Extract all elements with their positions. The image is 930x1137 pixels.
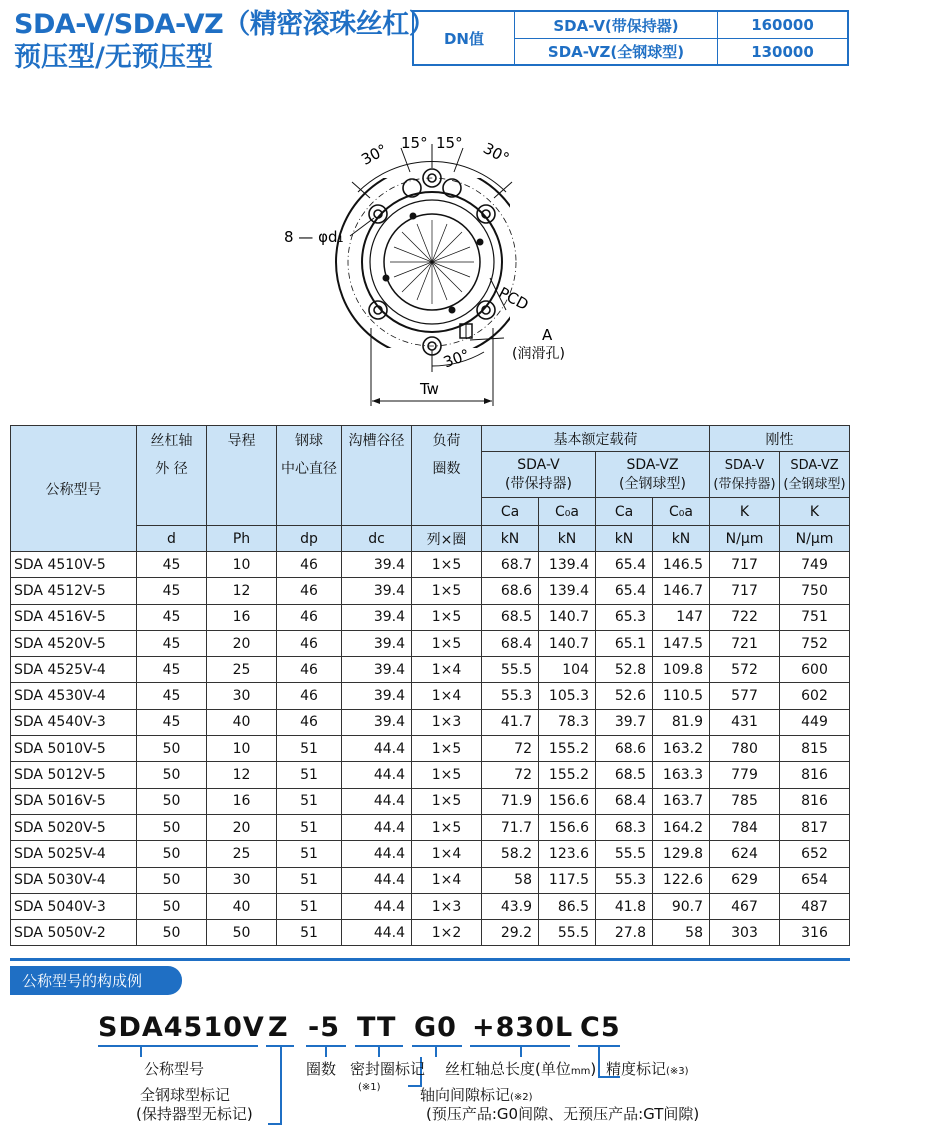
value-cell: 68.5 [482, 604, 539, 630]
value-cell: 68.6 [482, 578, 539, 604]
value-cell: 50 [137, 841, 207, 867]
value-cell: 449 [780, 709, 850, 735]
value-cell: 55.5 [539, 920, 596, 946]
spec-table-body [11, 552, 850, 946]
value-cell: 71.9 [482, 788, 539, 814]
value-cell: 50 [137, 893, 207, 919]
table-row [11, 604, 850, 630]
value-cell: 652 [780, 841, 850, 867]
note-cage-none: (保持器型无标记) [136, 1105, 253, 1123]
note-length: 丝杠轴总长度(单位mm) [445, 1060, 597, 1078]
value-cell: 139.4 [539, 578, 596, 604]
value-cell: 86.5 [539, 893, 596, 919]
value-cell: 717 [710, 552, 780, 578]
value-cell: 68.5 [596, 762, 653, 788]
header-unit-1: N/μm [710, 526, 780, 552]
value-cell: 1×5 [412, 578, 482, 604]
value-cell: 105.3 [539, 683, 596, 709]
value-cell: 16 [207, 788, 277, 814]
table-row [11, 578, 850, 604]
ball-nut-flange-drawing [270, 128, 600, 408]
model-cell: SDA 5012V-5 [11, 762, 137, 788]
value-cell: 40 [207, 893, 277, 919]
model-cell: SDA 5040V-3 [11, 893, 137, 919]
value-cell: 50 [137, 736, 207, 762]
header-ca-vz: Ca [596, 498, 653, 526]
value-cell: 1×4 [412, 841, 482, 867]
header-groove: 沟槽谷径 [342, 426, 412, 526]
header-k-v: K [710, 498, 780, 526]
model-cell: SDA 5010V-5 [11, 736, 137, 762]
value-cell: 50 [137, 867, 207, 893]
value-cell: 1×5 [412, 552, 482, 578]
value-cell: 58 [482, 867, 539, 893]
value-cell: 1×3 [412, 893, 482, 919]
value-cell: 46 [277, 578, 342, 604]
value-cell: 487 [780, 893, 850, 919]
header-ball-dia: 钢球 中心直径 [277, 426, 342, 526]
value-cell: 156.6 [539, 788, 596, 814]
table-row [11, 788, 850, 814]
table-row [11, 683, 850, 709]
value-cell: 1×5 [412, 762, 482, 788]
value-cell: 20 [207, 630, 277, 656]
value-cell: 44.4 [342, 893, 412, 919]
value-cell: 163.7 [653, 788, 710, 814]
value-cell: 55.5 [482, 657, 539, 683]
value-cell: 81.9 [653, 709, 710, 735]
value-cell: 139.4 [539, 552, 596, 578]
value-cell: 58 [653, 920, 710, 946]
value-cell: 12 [207, 578, 277, 604]
lube-label: A [542, 326, 553, 344]
pcd-label: PCD [495, 283, 532, 315]
header-sda-vz: SDA-VZ (全钢球型) [596, 452, 710, 498]
value-cell: 50 [137, 814, 207, 840]
header-shaft: 丝杠轴 外 径 [137, 426, 207, 526]
table-row [11, 841, 850, 867]
value-cell: 629 [710, 867, 780, 893]
value-cell: 45 [137, 604, 207, 630]
value-cell: 147 [653, 604, 710, 630]
value-cell: 164.2 [653, 814, 710, 840]
lube-note: (润滑孔) [512, 346, 565, 362]
angle-15-right: 15° [436, 134, 463, 152]
dn-value-vz: 130000 [751, 42, 814, 61]
value-cell: 1×4 [412, 867, 482, 893]
value-cell: 129.8 [653, 841, 710, 867]
model-cell: SDA 4510V-5 [11, 552, 137, 578]
value-cell: 122.6 [653, 867, 710, 893]
table-row [11, 736, 850, 762]
value-cell: 39.4 [342, 552, 412, 578]
header-lead-sym: Ph [207, 526, 277, 552]
value-cell: 65.4 [596, 552, 653, 578]
note-grade: 精度标记(※3) [606, 1060, 689, 1078]
table-row [11, 920, 850, 946]
value-cell: 1×5 [412, 604, 482, 630]
header-shaft-sym: d [137, 526, 207, 552]
header-c0a-v: C₀a [539, 498, 596, 526]
value-cell: 577 [710, 683, 780, 709]
angle-30-left: 30° [358, 140, 391, 169]
tw-label: Tw [420, 380, 439, 398]
value-cell: 68.7 [482, 552, 539, 578]
value-cell: 624 [710, 841, 780, 867]
model-cell: SDA 5020V-5 [11, 814, 137, 840]
dn-value-v: 160000 [751, 16, 814, 34]
value-cell: 163.2 [653, 736, 710, 762]
model-cell: SDA 4520V-5 [11, 630, 137, 656]
value-cell: 39.4 [342, 630, 412, 656]
model-cell: SDA 5025V-4 [11, 841, 137, 867]
header-sda-v: SDA-V (带保持器) [482, 452, 596, 498]
page-title [14, 8, 435, 74]
value-cell: 749 [780, 552, 850, 578]
value-cell: 46 [277, 683, 342, 709]
value-cell: 39.4 [342, 604, 412, 630]
code-base: SDA4510V [98, 1012, 265, 1043]
value-cell: 51 [277, 893, 342, 919]
value-cell: 816 [780, 788, 850, 814]
value-cell: 50 [207, 920, 277, 946]
value-cell: 815 [780, 736, 850, 762]
value-cell: 780 [710, 736, 780, 762]
holes-callout: 8 — φd₁ [284, 228, 344, 246]
header-ball-sym: dp [277, 526, 342, 552]
note-full-ball: 全钢球型标记 [140, 1086, 231, 1104]
value-cell: 51 [277, 736, 342, 762]
value-cell: 147.5 [653, 630, 710, 656]
value-cell: 750 [780, 578, 850, 604]
value-cell: 27.8 [596, 920, 653, 946]
value-cell: 41.7 [482, 709, 539, 735]
value-cell: 146.5 [653, 552, 710, 578]
value-cell: 55.3 [482, 683, 539, 709]
value-cell: 46 [277, 630, 342, 656]
header-groove-sym: dc [342, 526, 412, 552]
value-cell: 1×4 [412, 657, 482, 683]
value-cell: 316 [780, 920, 850, 946]
dn-label: DN值 [443, 29, 484, 48]
value-cell: 68.3 [596, 814, 653, 840]
value-cell: 467 [710, 893, 780, 919]
value-cell: 25 [207, 657, 277, 683]
table-row [11, 893, 850, 919]
value-cell: 303 [710, 920, 780, 946]
value-cell: 51 [277, 841, 342, 867]
code-circuits: -5 [308, 1012, 340, 1043]
table-row [11, 630, 850, 656]
table-row [11, 814, 850, 840]
shaft-center-lines [390, 220, 474, 304]
table-row [11, 709, 850, 735]
value-cell: 146.7 [653, 578, 710, 604]
note-model: 公称型号 [144, 1060, 205, 1078]
value-cell: 44.4 [342, 814, 412, 840]
value-cell: 44.4 [342, 867, 412, 893]
header-rated-load: 基本额定载荷 [482, 426, 710, 452]
angle-30-bottom: 30° [440, 345, 473, 372]
value-cell: 68.4 [596, 788, 653, 814]
header-stiffness: 刚性 [710, 426, 850, 452]
value-cell: 55.5 [596, 841, 653, 867]
value-cell: 65.1 [596, 630, 653, 656]
value-cell: 46 [277, 709, 342, 735]
header-stiff-v: SDA-V (带保持器) [710, 452, 780, 498]
title-line-2: 预压型/无预压型 [14, 42, 213, 73]
value-cell: 602 [780, 683, 850, 709]
model-cell: SDA 4540V-3 [11, 709, 137, 735]
value-cell: 155.2 [539, 762, 596, 788]
value-cell: 752 [780, 630, 850, 656]
value-cell: 68.6 [596, 736, 653, 762]
header-model: 公称型号 [11, 426, 137, 552]
header-load-turns: 负荷 圈数 [412, 426, 482, 526]
value-cell: 123.6 [539, 841, 596, 867]
value-cell: 45 [137, 630, 207, 656]
value-cell: 155.2 [539, 736, 596, 762]
value-cell: 44.4 [342, 920, 412, 946]
dn-type-v: SDA-V(带保持器) [553, 16, 679, 35]
value-cell: 1×3 [412, 709, 482, 735]
value-cell: 104 [539, 657, 596, 683]
value-cell: 40 [207, 709, 277, 735]
value-cell: 78.3 [539, 709, 596, 735]
value-cell: 51 [277, 762, 342, 788]
value-cell: 44.4 [342, 736, 412, 762]
value-cell: 46 [277, 604, 342, 630]
table-row [11, 657, 850, 683]
header-kn-3: kN [596, 526, 653, 552]
note-seal-ref: (※1) [358, 1082, 381, 1093]
value-cell: 600 [780, 657, 850, 683]
value-cell: 779 [710, 762, 780, 788]
code-length: +830L [472, 1012, 574, 1043]
value-cell: 20 [207, 814, 277, 840]
value-cell: 46 [277, 552, 342, 578]
value-cell: 39.7 [596, 709, 653, 735]
model-cell: SDA 4525V-4 [11, 657, 137, 683]
value-cell: 50 [137, 788, 207, 814]
value-cell: 51 [277, 867, 342, 893]
model-cell: SDA 4530V-4 [11, 683, 137, 709]
value-cell: 72 [482, 736, 539, 762]
value-cell: 722 [710, 604, 780, 630]
value-cell: 1×2 [412, 920, 482, 946]
value-cell: 58.2 [482, 841, 539, 867]
table-row [11, 762, 850, 788]
value-cell: 29.2 [482, 920, 539, 946]
value-cell: 68.4 [482, 630, 539, 656]
dn-value-table [412, 10, 849, 66]
value-cell: 816 [780, 762, 850, 788]
value-cell: 52.6 [596, 683, 653, 709]
code-seal: TT [357, 1012, 397, 1043]
note-clearance: 轴向间隙标记(※2) [420, 1086, 533, 1104]
value-cell: 10 [207, 736, 277, 762]
value-cell: 44.4 [342, 788, 412, 814]
model-cell: SDA 5030V-4 [11, 867, 137, 893]
note-seal: 密封圈标记 [350, 1060, 426, 1078]
table-row [11, 867, 850, 893]
value-cell: 654 [780, 867, 850, 893]
value-cell: 55.3 [596, 867, 653, 893]
model-cell: SDA 5016V-5 [11, 788, 137, 814]
title-line-1: SDA-V/SDA-VZ（精密滚珠丝杠） [14, 9, 436, 40]
header-ca-v: Ca [482, 498, 539, 526]
value-cell: 140.7 [539, 604, 596, 630]
value-cell: 90.7 [653, 893, 710, 919]
header-lead: 导程 [207, 426, 277, 526]
header-kn-2: kN [539, 526, 596, 552]
header-unit-2: N/μm [780, 526, 850, 552]
header-k-vz: K [780, 498, 850, 526]
model-cell: SDA 4516V-5 [11, 604, 137, 630]
value-cell: 721 [710, 630, 780, 656]
value-cell: 1×4 [412, 683, 482, 709]
code-clearance: G0 [414, 1012, 457, 1043]
value-cell: 72 [482, 762, 539, 788]
value-cell: 43.9 [482, 893, 539, 919]
note-clearance-detail: (预压产品:G0间隙、无预压产品:GT间隙) [426, 1105, 700, 1123]
value-cell: 784 [710, 814, 780, 840]
value-cell: 16 [207, 604, 277, 630]
header-kn-1: kN [482, 526, 539, 552]
angle-15-left: 15° [401, 134, 428, 152]
value-cell: 12 [207, 762, 277, 788]
spec-table [10, 425, 850, 946]
value-cell: 45 [137, 552, 207, 578]
value-cell: 51 [277, 788, 342, 814]
section-title: 公称型号的构成例 [10, 966, 182, 995]
value-cell: 44.4 [342, 762, 412, 788]
value-cell: 45 [137, 709, 207, 735]
value-cell: 51 [277, 920, 342, 946]
value-cell: 431 [710, 709, 780, 735]
value-cell: 41.8 [596, 893, 653, 919]
value-cell: 1×5 [412, 788, 482, 814]
value-cell: 163.3 [653, 762, 710, 788]
value-cell: 156.6 [539, 814, 596, 840]
section-divider [10, 958, 850, 961]
header-c0a-vz: C₀a [653, 498, 710, 526]
value-cell: 51 [277, 814, 342, 840]
model-cell: SDA 5050V-2 [11, 920, 137, 946]
value-cell: 46 [277, 657, 342, 683]
value-cell: 109.8 [653, 657, 710, 683]
code-z: Z [268, 1012, 289, 1043]
value-cell: 140.7 [539, 630, 596, 656]
header-stiff-vz: SDA-VZ (全钢球型) [780, 452, 850, 498]
value-cell: 45 [137, 578, 207, 604]
header-load-sym: 列×圈 [412, 526, 482, 552]
value-cell: 39.4 [342, 709, 412, 735]
value-cell: 50 [137, 920, 207, 946]
value-cell: 25 [207, 841, 277, 867]
dn-type-vz: SDA-VZ(全钢球型) [547, 43, 685, 61]
value-cell: 751 [780, 604, 850, 630]
table-row [11, 552, 850, 578]
model-cell: SDA 4512V-5 [11, 578, 137, 604]
value-cell: 39.4 [342, 683, 412, 709]
code-grade: C5 [580, 1012, 621, 1043]
angle-30-right: 30° [480, 139, 513, 168]
value-cell: 44.4 [342, 841, 412, 867]
value-cell: 785 [710, 788, 780, 814]
value-cell: 572 [710, 657, 780, 683]
value-cell: 71.7 [482, 814, 539, 840]
header-kn-4: kN [653, 526, 710, 552]
value-cell: 30 [207, 867, 277, 893]
value-cell: 45 [137, 657, 207, 683]
value-cell: 39.4 [342, 657, 412, 683]
value-cell: 45 [137, 683, 207, 709]
value-cell: 1×5 [412, 736, 482, 762]
value-cell: 1×5 [412, 630, 482, 656]
value-cell: 1×5 [412, 814, 482, 840]
value-cell: 52.8 [596, 657, 653, 683]
value-cell: 30 [207, 683, 277, 709]
value-cell: 65.4 [596, 578, 653, 604]
value-cell: 39.4 [342, 578, 412, 604]
value-cell: 50 [137, 762, 207, 788]
value-cell: 117.5 [539, 867, 596, 893]
value-cell: 717 [710, 578, 780, 604]
value-cell: 10 [207, 552, 277, 578]
note-circuits: 圈数 [306, 1060, 337, 1078]
value-cell: 817 [780, 814, 850, 840]
value-cell: 65.3 [596, 604, 653, 630]
value-cell: 110.5 [653, 683, 710, 709]
